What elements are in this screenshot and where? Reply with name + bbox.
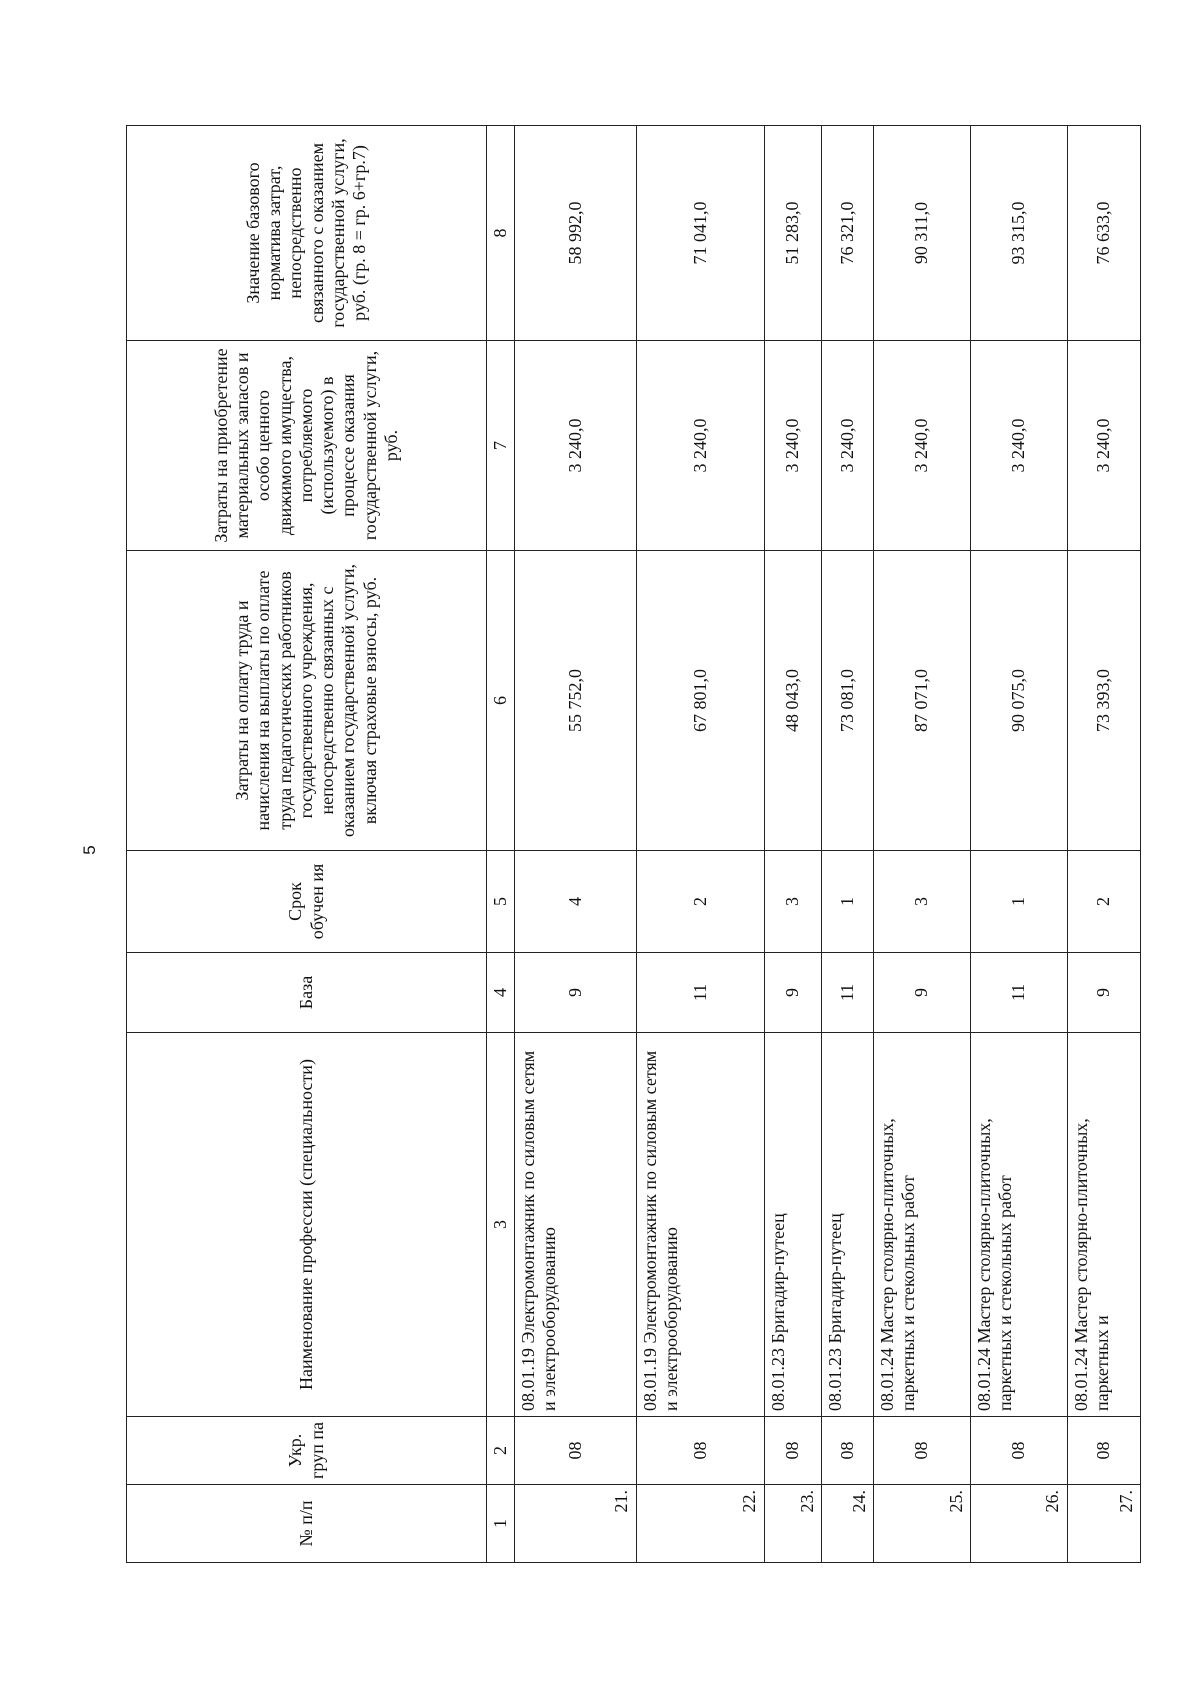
row-term: 2: [1067, 851, 1140, 953]
row-total: 51 283,0: [764, 126, 821, 341]
row-index: 21.: [515, 1485, 637, 1563]
row-index: 26.: [970, 1485, 1067, 1563]
row-base: 11: [636, 953, 764, 1033]
row-labor-costs: 73 081,0: [821, 551, 873, 851]
row-material-costs: 3 240,0: [1067, 341, 1140, 551]
row-profession-name: 08.01.23 Бригадир-путеец: [764, 1033, 821, 1417]
row-material-costs: 3 240,0: [764, 341, 821, 551]
row-group: 08: [970, 1417, 1067, 1485]
row-index: 22.: [636, 1485, 764, 1563]
row-labor-costs: 67 801,0: [636, 551, 764, 851]
row-labor-costs: 90 075,0: [970, 551, 1067, 851]
header-profession-name: Наименование профессии (специальности): [127, 1033, 487, 1417]
row-base: 9: [515, 953, 637, 1033]
header-material-costs: Затраты на приобретение материальных запасов и особо ценного движимого имущества, потребляемого (используемого) в процессе оказания государственной услуги, руб.: [127, 341, 487, 551]
header-term: Срок обучен ия: [127, 851, 487, 953]
row-group: 08: [821, 1417, 873, 1485]
column-number: 2: [487, 1417, 515, 1485]
row-material-costs: 3 240,0: [636, 341, 764, 551]
row-profession-name: 08.01.19 Электромонтажник по силовым сетям и электрооборудованию: [515, 1033, 637, 1417]
table-row: [970, 126, 1067, 1563]
table-row: [821, 126, 873, 1563]
row-term: 1: [970, 851, 1067, 953]
row-material-costs: 3 240,0: [821, 341, 873, 551]
row-base: 11: [970, 953, 1067, 1033]
row-profession-name: 08.01.23 Бригадир-путеец: [821, 1033, 873, 1417]
row-profession-name: 08.01.24 Мастер столярно-плиточных, паркетных и стекольных работ: [970, 1033, 1067, 1417]
row-total: 90 311,0: [873, 126, 970, 341]
column-number: 8: [487, 126, 515, 341]
row-total: 93 315,0: [970, 126, 1067, 341]
table-row: [1067, 126, 1140, 1563]
column-number: 4: [487, 953, 515, 1033]
column-number: 5: [487, 851, 515, 953]
table-row: [515, 126, 637, 1563]
row-index: 27.: [1067, 1485, 1140, 1563]
header-base: База: [127, 953, 487, 1033]
page-number: 5: [80, 845, 99, 855]
row-group: 08: [873, 1417, 970, 1485]
row-index: 24.: [821, 1485, 873, 1563]
header-row: [127, 126, 487, 1563]
row-group: 08: [636, 1417, 764, 1485]
table-row: [636, 126, 764, 1563]
row-profession-name: 08.01.24 Мастер столярно-плиточных, паркетных и: [1067, 1033, 1140, 1417]
row-group: 08: [764, 1417, 821, 1485]
row-base: 11: [821, 953, 873, 1033]
column-number-row: [487, 126, 515, 1563]
column-number: 1: [487, 1485, 515, 1563]
table-row: [873, 126, 970, 1563]
row-total: 58 992,0: [515, 126, 637, 341]
column-number: 7: [487, 341, 515, 551]
column-number: 6: [487, 551, 515, 851]
row-labor-costs: 73 393,0: [1067, 551, 1140, 851]
row-term: 4: [515, 851, 637, 953]
table-row: [764, 126, 821, 1563]
header-group: Укр. груп па: [127, 1417, 487, 1485]
header-base-norm-value: Значение базового норматива затрат, непосредственно связанного с оказанием государственной услуги, руб. (гр. 8 = гр. 6+гр.7): [127, 126, 487, 341]
row-labor-costs: 48 043,0: [764, 551, 821, 851]
cost-table-wrapper: [126, 126, 1141, 1563]
row-base: 9: [873, 953, 970, 1033]
row-labor-costs: 55 752,0: [515, 551, 637, 851]
row-base: 9: [1067, 953, 1140, 1033]
row-term: 3: [764, 851, 821, 953]
row-labor-costs: 87 071,0: [873, 551, 970, 851]
row-material-costs: 3 240,0: [515, 341, 637, 551]
row-term: 2: [636, 851, 764, 953]
header-labor-costs: Затраты на оплату труда и начисления на выплаты по оплате труда педагогических работников государственного учреждения, непосредственно связанных с оказанием государственной услуги, включая страховые взносы, руб.: [127, 551, 487, 851]
row-material-costs: 3 240,0: [873, 341, 970, 551]
row-group: 08: [1067, 1417, 1140, 1485]
row-index: 25.: [873, 1485, 970, 1563]
row-profession-name: 08.01.19 Электромонтажник по силовым сетям и электрооборудованию: [636, 1033, 764, 1417]
row-profession-name: 08.01.24 Мастер столярно-плиточных, паркетных и стекольных работ: [873, 1033, 970, 1417]
row-total: 71 041,0: [636, 126, 764, 341]
header-index: № п/п: [127, 1485, 487, 1563]
row-term: 3: [873, 851, 970, 953]
row-material-costs: 3 240,0: [970, 341, 1067, 551]
row-total: 76 633,0: [1067, 126, 1140, 341]
row-group: 08: [515, 1417, 637, 1485]
cost-table: [126, 125, 1141, 1563]
column-number: 3: [487, 1033, 515, 1417]
row-term: 1: [821, 851, 873, 953]
row-total: 76 321,0: [821, 126, 873, 341]
row-index: 23.: [764, 1485, 821, 1563]
row-base: 9: [764, 953, 821, 1033]
